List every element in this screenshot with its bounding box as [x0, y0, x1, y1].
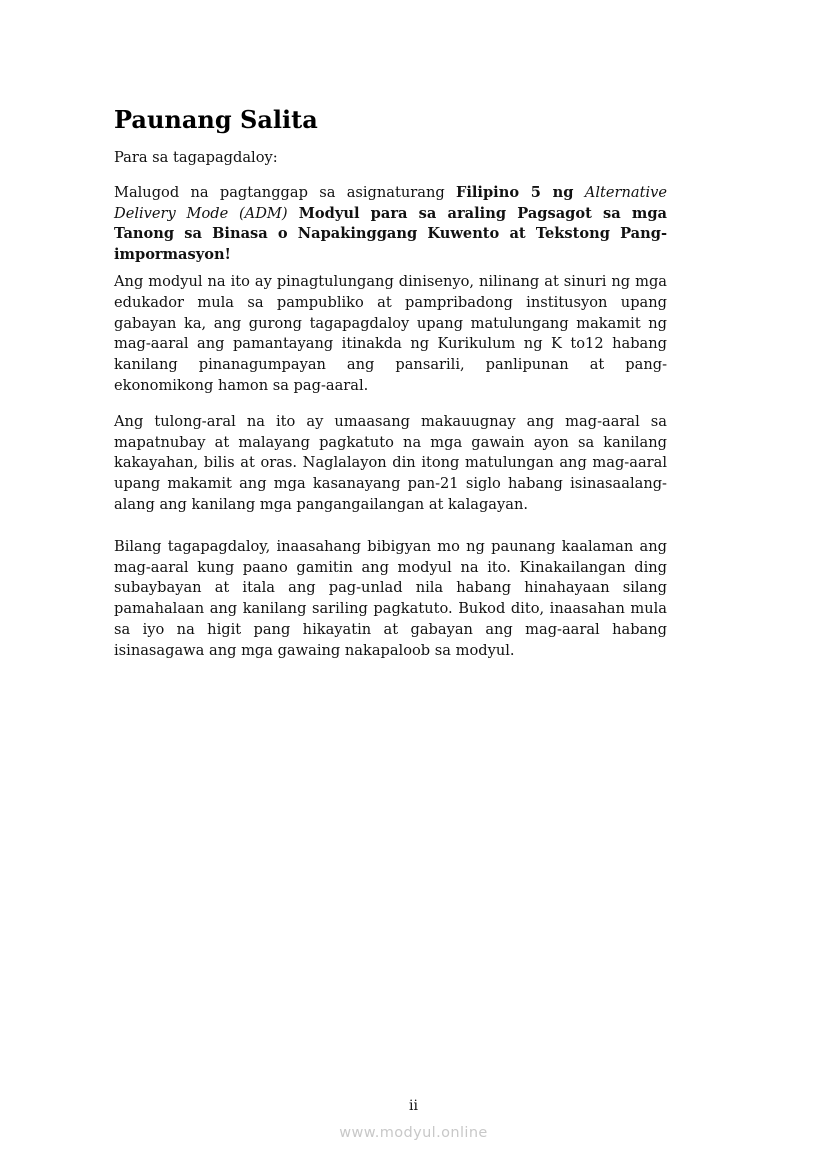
body-paragraph: Ang tulong-aral na ito ay umaasang makauugnay ang mag-aaral sa mapatnubay at malayang pagkatuto na mga gawain ayon sa kanilang kakayahan, bilis at oras. Naglalayon din itong matulungan ang mag-aaral upang makamit ang mga kasanayang pan-21 siglo habang isinasaalang-alang ang kanilang mga pangangailangan at kalagayan. [114, 412, 667, 513]
body-paragraph: Ang modyul na ito ay pinagtulungang dinisenyo, nilinang at sinuri ng mga edukador mula sa pampubliko at pampribadong institusyon upang gabayan ka, ang gurong tagapagdaloy upang matulungang makamit ng mag-aaral ang pamantayang itinakda ng Kurikulum ng K to12 habang kanilang pinanagumpayan ang pansarili, panlipunan at pang-ekonomikong hamon sa pag-aaral. [114, 272, 667, 394]
body-paragraph: Bilang tagapagdaloy, inaasahang bibigyan mo ng paunang kaalaman ang mag-aaral kung paano gamitin ang modyul na ito. Kinakailangan ding subaybayan at itala ang pag-unlad nila habang hinahayaan silang pamahalaan ang kanilang sariling pagkatuto. Bukod dito, inaasahan mula sa iyo na higit pang hikayatin at gabayan ang mag-aaral habang isinasagawa ang mga gawaing nakapaloob sa modyul. [114, 537, 667, 659]
subject-name: Filipino 5 ng [455, 183, 574, 201]
delivery-mode: Alternative Delivery Mode (ADM) [114, 183, 668, 222]
page-title: Paunang Salita [114, 105, 318, 134]
intro-text: Malugod na pagtanggap sa asignaturang [114, 183, 456, 201]
watermark: www.modyul.online [339, 1125, 488, 1141]
page-content [114, 104, 667, 662]
module-title: Modyul para sa araling Pagsagot sa mga Tanong sa Binasa o Napakinggang Kuwento at Tekstong Pang-impormasyon! [114, 204, 667, 264]
page-number: ii [409, 1098, 418, 1114]
intro-paragraph [114, 183, 667, 266]
greeting-line: Para sa tagapagdaloy: [114, 149, 278, 166]
